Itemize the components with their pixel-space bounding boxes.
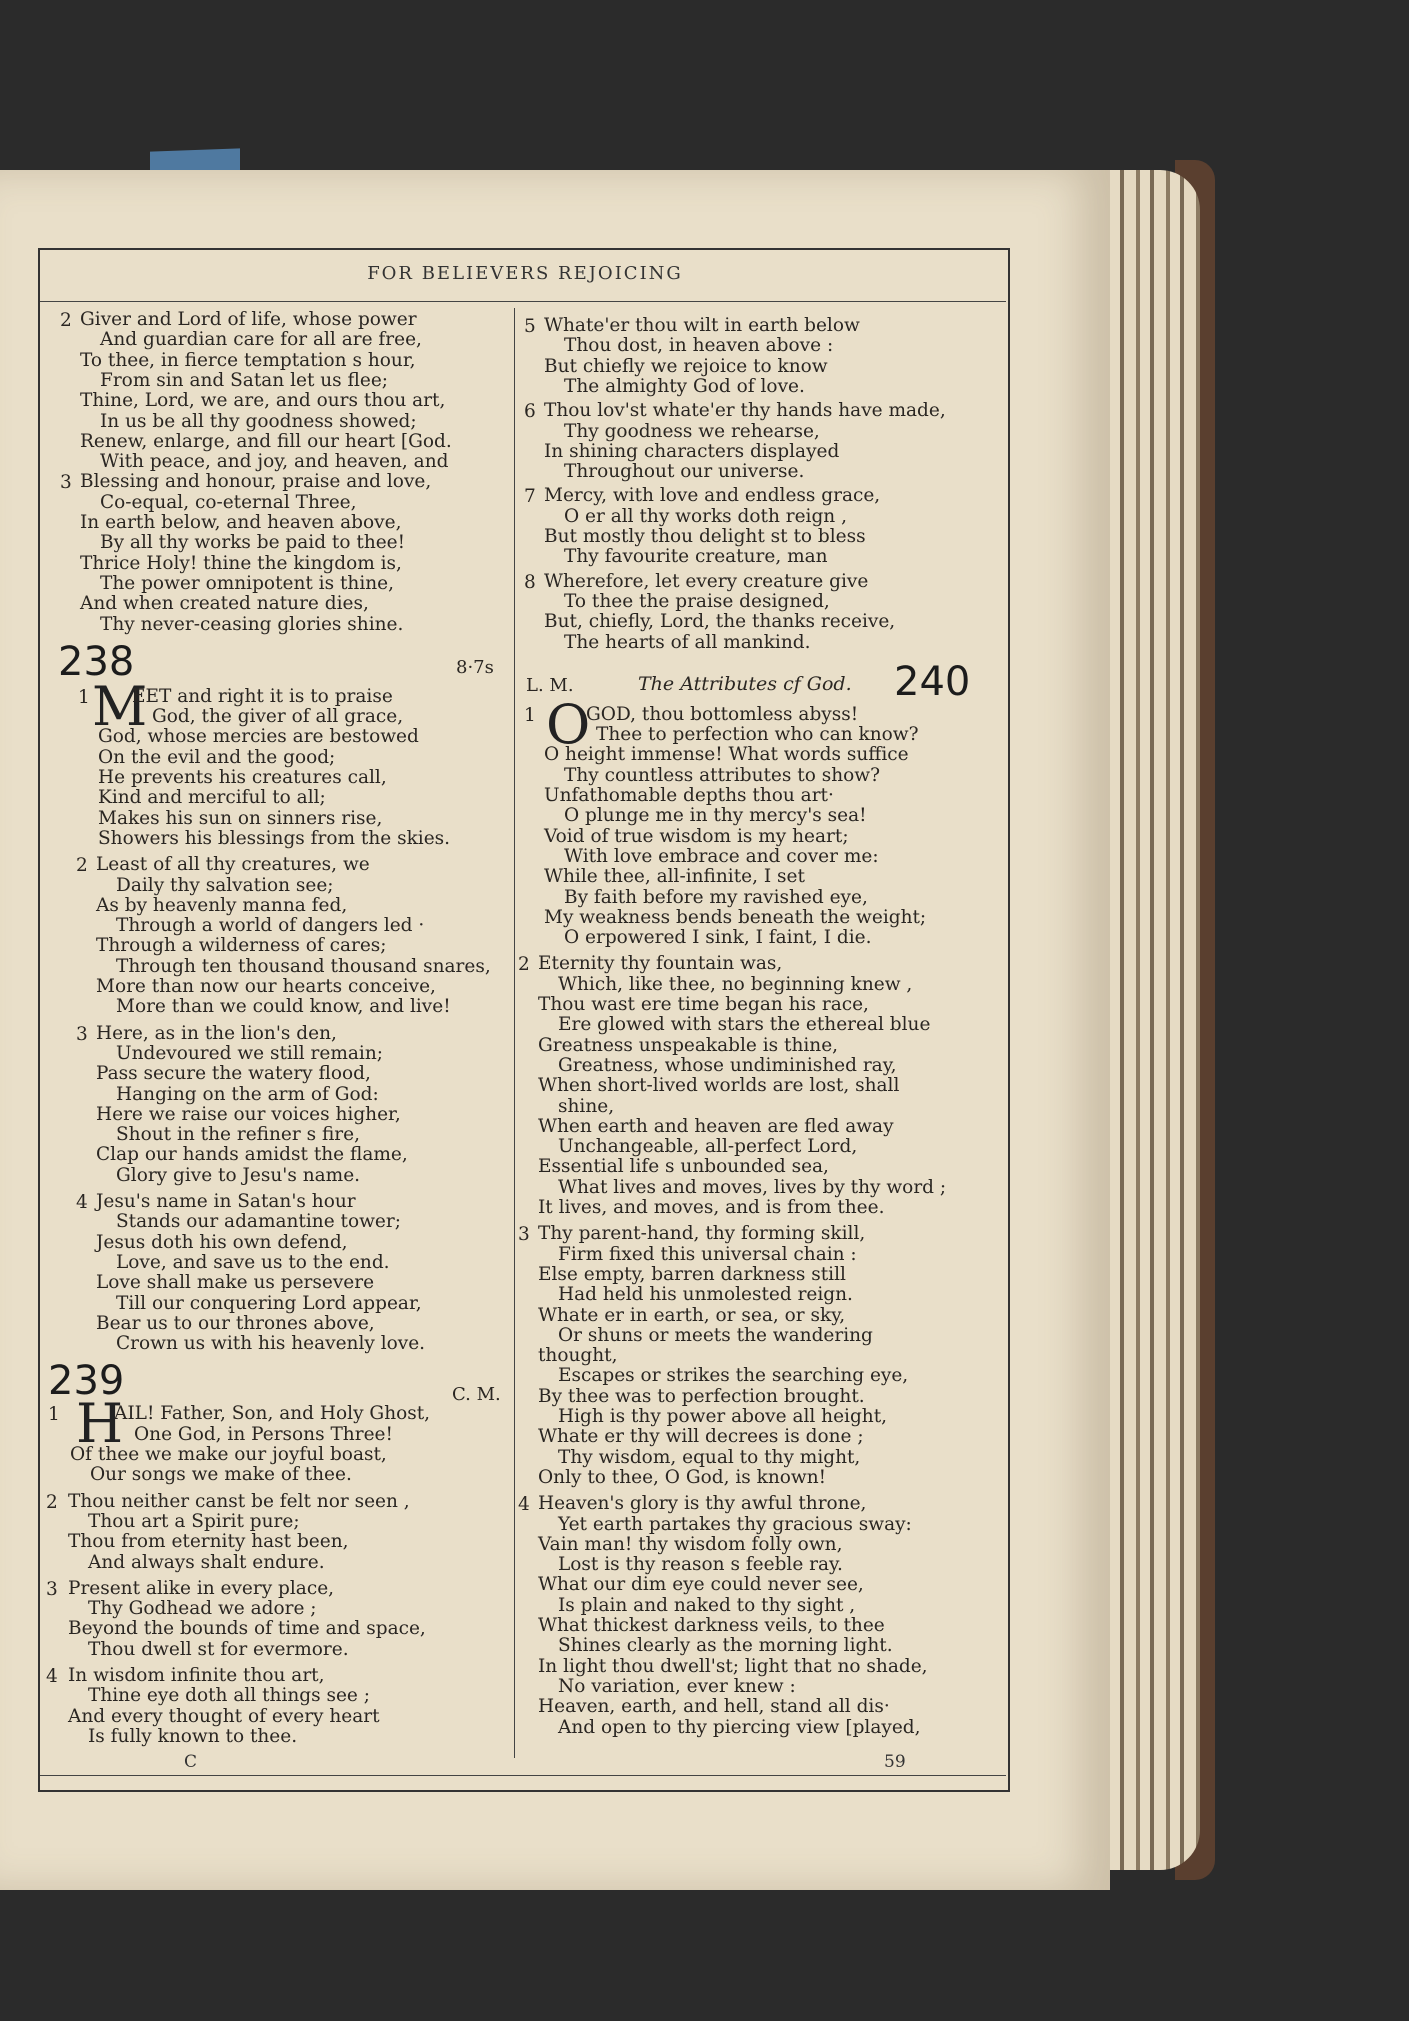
hymn-line: But chiefly we rejoice to know bbox=[544, 355, 828, 377]
hymn-line: By all thy works be paid to thee! bbox=[100, 532, 406, 554]
signature-mark: C bbox=[184, 1752, 198, 1772]
hymn-line: Showers his blessings from the skies. bbox=[98, 827, 451, 849]
hymn-meter: L. M. bbox=[526, 674, 574, 696]
hymn-line: And guardian care for all are free, bbox=[100, 329, 422, 351]
hymn-line: Had held his unmolested reign. bbox=[558, 1284, 853, 1306]
verse-number: 7 bbox=[524, 486, 536, 508]
verse-number: 5 bbox=[524, 316, 536, 337]
hymn-line: Through a wilderness of cares; bbox=[96, 935, 387, 957]
hymn-line: Pass secure the watery flood, bbox=[96, 1063, 371, 1085]
hymn-line: In earth below, and heaven above, bbox=[80, 512, 402, 533]
left-column bbox=[0, 0, 514, 2021]
hymn-line: Essential life s unbounded sea, bbox=[538, 1156, 829, 1178]
hymn-line: O plunge me in thy mercy's sea! bbox=[564, 805, 867, 827]
hymn-line: Throughout our universe. bbox=[564, 461, 805, 483]
hymn-line: Here we raise our voices higher, bbox=[96, 1103, 401, 1125]
hymn-line: Thy parent-hand, thy forming skill, bbox=[538, 1223, 866, 1245]
running-head: FOR BELIEVERS REJOICING bbox=[367, 263, 683, 284]
hymn-line: Thy goodness we rehearse, bbox=[564, 420, 820, 442]
hymn-number: 240 bbox=[894, 658, 971, 705]
verse-number: 4 bbox=[46, 1666, 58, 1687]
verse-number: 1 bbox=[524, 704, 536, 726]
hymn-line: Thou art a Spirit pure; bbox=[88, 1510, 300, 1532]
hymn-line: By thee was to perfection brought. bbox=[538, 1385, 865, 1407]
hymn-line: Clap our hands amidst the flame, bbox=[96, 1144, 408, 1166]
hymn-line: Is fully known to thee. bbox=[88, 1725, 298, 1747]
verse-number: 4 bbox=[518, 1494, 530, 1516]
hymn-line: The power omnipotent is thine, bbox=[100, 572, 394, 594]
hymn-line: To thee, in fierce temptation s hour, bbox=[80, 349, 416, 371]
verse-number: 2 bbox=[46, 1491, 58, 1513]
hymn-line: O height immense! What words suffice bbox=[544, 744, 909, 766]
drop-capital: O bbox=[546, 692, 591, 756]
hymn-line: Heaven's glory is thy awful throne, bbox=[538, 1493, 867, 1515]
hymn-line: Undevoured we still remain; bbox=[116, 1042, 383, 1064]
hymn-title: The Attributes cf God. bbox=[638, 672, 852, 695]
hymn-line: One God, in Persons Three! bbox=[134, 1423, 393, 1445]
hymn-line: Shout in the refiner s fire, bbox=[116, 1124, 360, 1146]
hymn-line: My weakness bends beneath the weight; bbox=[544, 906, 927, 928]
hymn-line: Unfathomable depths thou art· bbox=[544, 785, 834, 806]
hymn-line: And when created nature dies, bbox=[80, 593, 369, 615]
hymn-line: AIL! Father, Son, and Holy Ghost, bbox=[114, 1403, 431, 1425]
hymn-line: When earth and heaven are fled away bbox=[538, 1115, 894, 1137]
verse-number: 3 bbox=[76, 1023, 88, 1045]
hymn-line: But mostly thou delight st to bless bbox=[544, 526, 866, 547]
hymn-line: shine, bbox=[558, 1095, 615, 1117]
hymn-line: Heaven, earth, and hell, stand all dis· bbox=[538, 1696, 890, 1718]
hymn-line: No variation, ever knew : bbox=[558, 1675, 796, 1697]
verse-number: 3 bbox=[46, 1578, 58, 1600]
verse-number: 4 bbox=[76, 1192, 88, 1213]
hymn-line: Escapes or strikes the searching eye, bbox=[558, 1365, 909, 1387]
hymn-line: EET and right it is to praise bbox=[132, 685, 393, 707]
hymn-line: Whate'er thou wilt in earth below bbox=[544, 315, 860, 336]
hymn-line: On the evil and the good; bbox=[98, 746, 336, 768]
hymn-line: Thine eye doth all things see ; bbox=[88, 1685, 370, 1707]
hymn-line: Hanging on the arm of God: bbox=[116, 1083, 379, 1105]
verse-number: 1 bbox=[78, 686, 90, 708]
hymn-line: Whate er in earth, or sea, or sky, bbox=[538, 1304, 846, 1326]
hymn-line: Till our conquering Lord appear, bbox=[116, 1292, 422, 1314]
hymn-line: Mercy, with love and endless grace, bbox=[544, 485, 881, 507]
hymn-line: Stands our adamantine tower; bbox=[116, 1211, 401, 1233]
hymn-line: Thy Godhead we adore ; bbox=[88, 1598, 317, 1620]
hymn-line: thought, bbox=[538, 1345, 618, 1367]
drop-capital: H bbox=[76, 1392, 124, 1456]
hymn-line: Thou neither canst be felt nor seen , bbox=[68, 1490, 410, 1512]
hymn-line: Firm fixed this universal chain : bbox=[558, 1243, 857, 1265]
page-number: 59 bbox=[884, 1752, 906, 1772]
hymn-line: And always shalt endure. bbox=[88, 1551, 325, 1573]
hymn-line: Love, and save us to the end. bbox=[116, 1251, 390, 1273]
hymn-line: Greatness unspeakable is thine, bbox=[538, 1034, 839, 1056]
hymn-line: Renew, enlarge, and fill our heart [God. bbox=[80, 430, 452, 452]
hymn-line: Ere glowed with stars the ethereal blue bbox=[558, 1014, 931, 1036]
hymn-meter: 8·7s bbox=[456, 656, 494, 678]
hymn-line: With peace, and joy, and heaven, and bbox=[100, 451, 449, 473]
hymn-line: In us be all thy goodness showed; bbox=[100, 410, 417, 432]
hymn-line: Thy wisdom, equal to thy might, bbox=[558, 1446, 861, 1468]
hymn-line: Whate er thy will decrees is done ; bbox=[538, 1426, 864, 1448]
hymn-line: With love embrace and cover me: bbox=[564, 845, 879, 867]
verse-number: 6 bbox=[524, 401, 536, 423]
hymn-line: The almighty God of love. bbox=[564, 375, 805, 397]
hymn-line: Thine, Lord, we are, and ours thou art, bbox=[80, 390, 446, 412]
hymn-number: 239 bbox=[48, 1358, 125, 1405]
hymn-line: From sin and Satan let us flee; bbox=[100, 369, 389, 391]
hymn-line: Only to thee, O God, is known! bbox=[538, 1466, 827, 1488]
hymn-line: The hearts of all mankind. bbox=[564, 631, 811, 653]
hymn-line: Daily thy salvation see; bbox=[116, 874, 334, 896]
verse-number: 8 bbox=[524, 571, 536, 593]
hymn-line: As by heavenly manna fed, bbox=[96, 894, 348, 916]
hymn-line: More than we could know, and live! bbox=[116, 996, 451, 1018]
hymn-line: Present alike in every place, bbox=[68, 1577, 335, 1599]
hymn-line: Jesus doth his own defend, bbox=[96, 1231, 348, 1253]
hymn-line: Thy favourite creature, man bbox=[564, 546, 828, 568]
hymn-line: Kind and merciful to all; bbox=[98, 787, 326, 809]
hymn-line: Lost is thy reason s feeble ray. bbox=[558, 1554, 843, 1576]
hymn-line: And open to thy piercing view [played, bbox=[558, 1716, 921, 1738]
hymn-line: Co-equal, co-eternal Three, bbox=[100, 491, 357, 513]
hymn-line: What lives and moves, lives by thy word ; bbox=[558, 1176, 947, 1198]
hymn-line: What thickest darkness veils, to thee bbox=[538, 1615, 885, 1636]
hymn-line: Shines clearly as the morning light. bbox=[558, 1635, 893, 1657]
hymn-line: Giver and Lord of life, whose power bbox=[80, 309, 417, 330]
verse-number: 3 bbox=[518, 1224, 530, 1246]
hymn-line: Thou dwell st for evermore. bbox=[88, 1638, 349, 1660]
hymn-line: Jesu's name in Satan's hour bbox=[96, 1191, 356, 1212]
hymn-line: God, whose mercies are bestowed bbox=[98, 726, 419, 748]
hymn-line: Bear us to our thrones above, bbox=[96, 1312, 375, 1334]
hymn-line: Here, as in the lion's den, bbox=[96, 1022, 337, 1044]
hymn-line: Thou wast ere time began his race, bbox=[538, 994, 869, 1015]
hymn-line: Thy never-ceasing glories shine. bbox=[100, 613, 404, 635]
hymn-line: O erpowered I sink, I faint, I die. bbox=[564, 927, 872, 949]
hymn-line: In shining characters displayed bbox=[544, 440, 840, 462]
hymn-line: Crown us with his heavenly love. bbox=[116, 1333, 426, 1355]
hymn-line: Wherefore, let every creature give bbox=[544, 570, 869, 592]
hymn-line: By faith before my ravished eye, bbox=[564, 886, 868, 908]
hymn-line: Which, like thee, no beginning knew , bbox=[558, 973, 913, 995]
hymn-line: In light thou dwell'st; light that no shade, bbox=[538, 1655, 928, 1677]
hymn-line: Thou from eternity hast been, bbox=[68, 1531, 349, 1553]
right-column bbox=[514, 0, 1014, 2021]
hymn-line: Vain man! thy wisdom folly own, bbox=[538, 1533, 843, 1555]
hymn-line: But, chiefly, Lord, the thanks receive, bbox=[544, 611, 896, 633]
hymn-line: Blessing and honour, praise and love, bbox=[80, 471, 432, 493]
hymn-line: Is plain and naked to thy sight , bbox=[558, 1594, 856, 1616]
hymn-line: He prevents his creatures call, bbox=[98, 767, 387, 788]
hymn-line: God, the giver of all grace, bbox=[152, 706, 404, 728]
hymn-line: Our songs we make of thee. bbox=[90, 1464, 352, 1486]
hymn-line: Thou lov'st whate'er thy hands have made, bbox=[544, 400, 946, 422]
verse-number: 3 bbox=[60, 472, 72, 494]
verse-number: 2 bbox=[60, 310, 72, 331]
hymn-line: Thee to perfection who can know? bbox=[596, 724, 919, 746]
hymn-line: Glory give to Jesu's name. bbox=[116, 1164, 361, 1186]
verse-number: 1 bbox=[48, 1404, 60, 1426]
hymn-line: Thrice Holy! thine the kingdom is, bbox=[80, 552, 402, 574]
hymn-number: 238 bbox=[58, 638, 135, 685]
hymn-line: Eternity thy fountain was, bbox=[538, 953, 783, 975]
hymn-line: Yet earth partakes thy gracious sway: bbox=[558, 1513, 912, 1535]
hymn-line: Or shuns or meets the wandering bbox=[558, 1324, 873, 1346]
hymn-line: In wisdom infinite thou art, bbox=[68, 1665, 325, 1686]
hymn-line: GOD, thou bottomless abyss! bbox=[586, 703, 859, 725]
hymn-line: Thou dost, in heaven above : bbox=[564, 335, 834, 357]
hymn-line: Else empty, barren darkness still bbox=[538, 1263, 846, 1285]
hymn-line: Through a world of dangers led · bbox=[116, 915, 425, 937]
hymn-line: More than now our hearts conceive, bbox=[96, 976, 436, 997]
hymn-line: Love shall make us persevere bbox=[96, 1272, 375, 1294]
hymn-line: Least of all thy creatures, we bbox=[96, 854, 370, 876]
hymn-line: Thy countless attributes to show? bbox=[564, 764, 881, 786]
hymn-line: To thee the praise designed, bbox=[564, 590, 830, 612]
hymn-line: Void of true wisdom is my heart; bbox=[544, 825, 849, 847]
verse-number: 2 bbox=[518, 954, 530, 976]
hymn-line: Greatness, whose undiminished ray, bbox=[558, 1054, 897, 1076]
hymn-line: High is thy power above all height, bbox=[558, 1406, 888, 1427]
hymn-line: What our dim eye could never see, bbox=[538, 1574, 864, 1596]
hymn-line: When short-lived worlds are lost, shall bbox=[538, 1075, 900, 1097]
hymn-line: While thee, all-infinite, I set bbox=[544, 866, 805, 888]
hymn-line: Through ten thousand thousand snares, bbox=[116, 955, 491, 977]
hymn-line: Makes his sun on sinners rise, bbox=[98, 807, 383, 829]
hymn-line: And every thought of every heart bbox=[68, 1705, 380, 1727]
drop-capital: M bbox=[92, 674, 148, 738]
hymn-line: Of thee we make our joyful boast, bbox=[70, 1444, 387, 1465]
hymn-line: Beyond the bounds of time and space, bbox=[68, 1618, 426, 1640]
hymn-line: It lives, and moves, and is from thee. bbox=[538, 1197, 885, 1218]
hymn-line: O er all thy works doth reign , bbox=[564, 505, 847, 527]
hymn-line: Unchangeable, all-perfect Lord, bbox=[558, 1136, 858, 1158]
hymn-meter: C. M. bbox=[452, 1384, 501, 1406]
verse-number: 2 bbox=[76, 855, 88, 877]
